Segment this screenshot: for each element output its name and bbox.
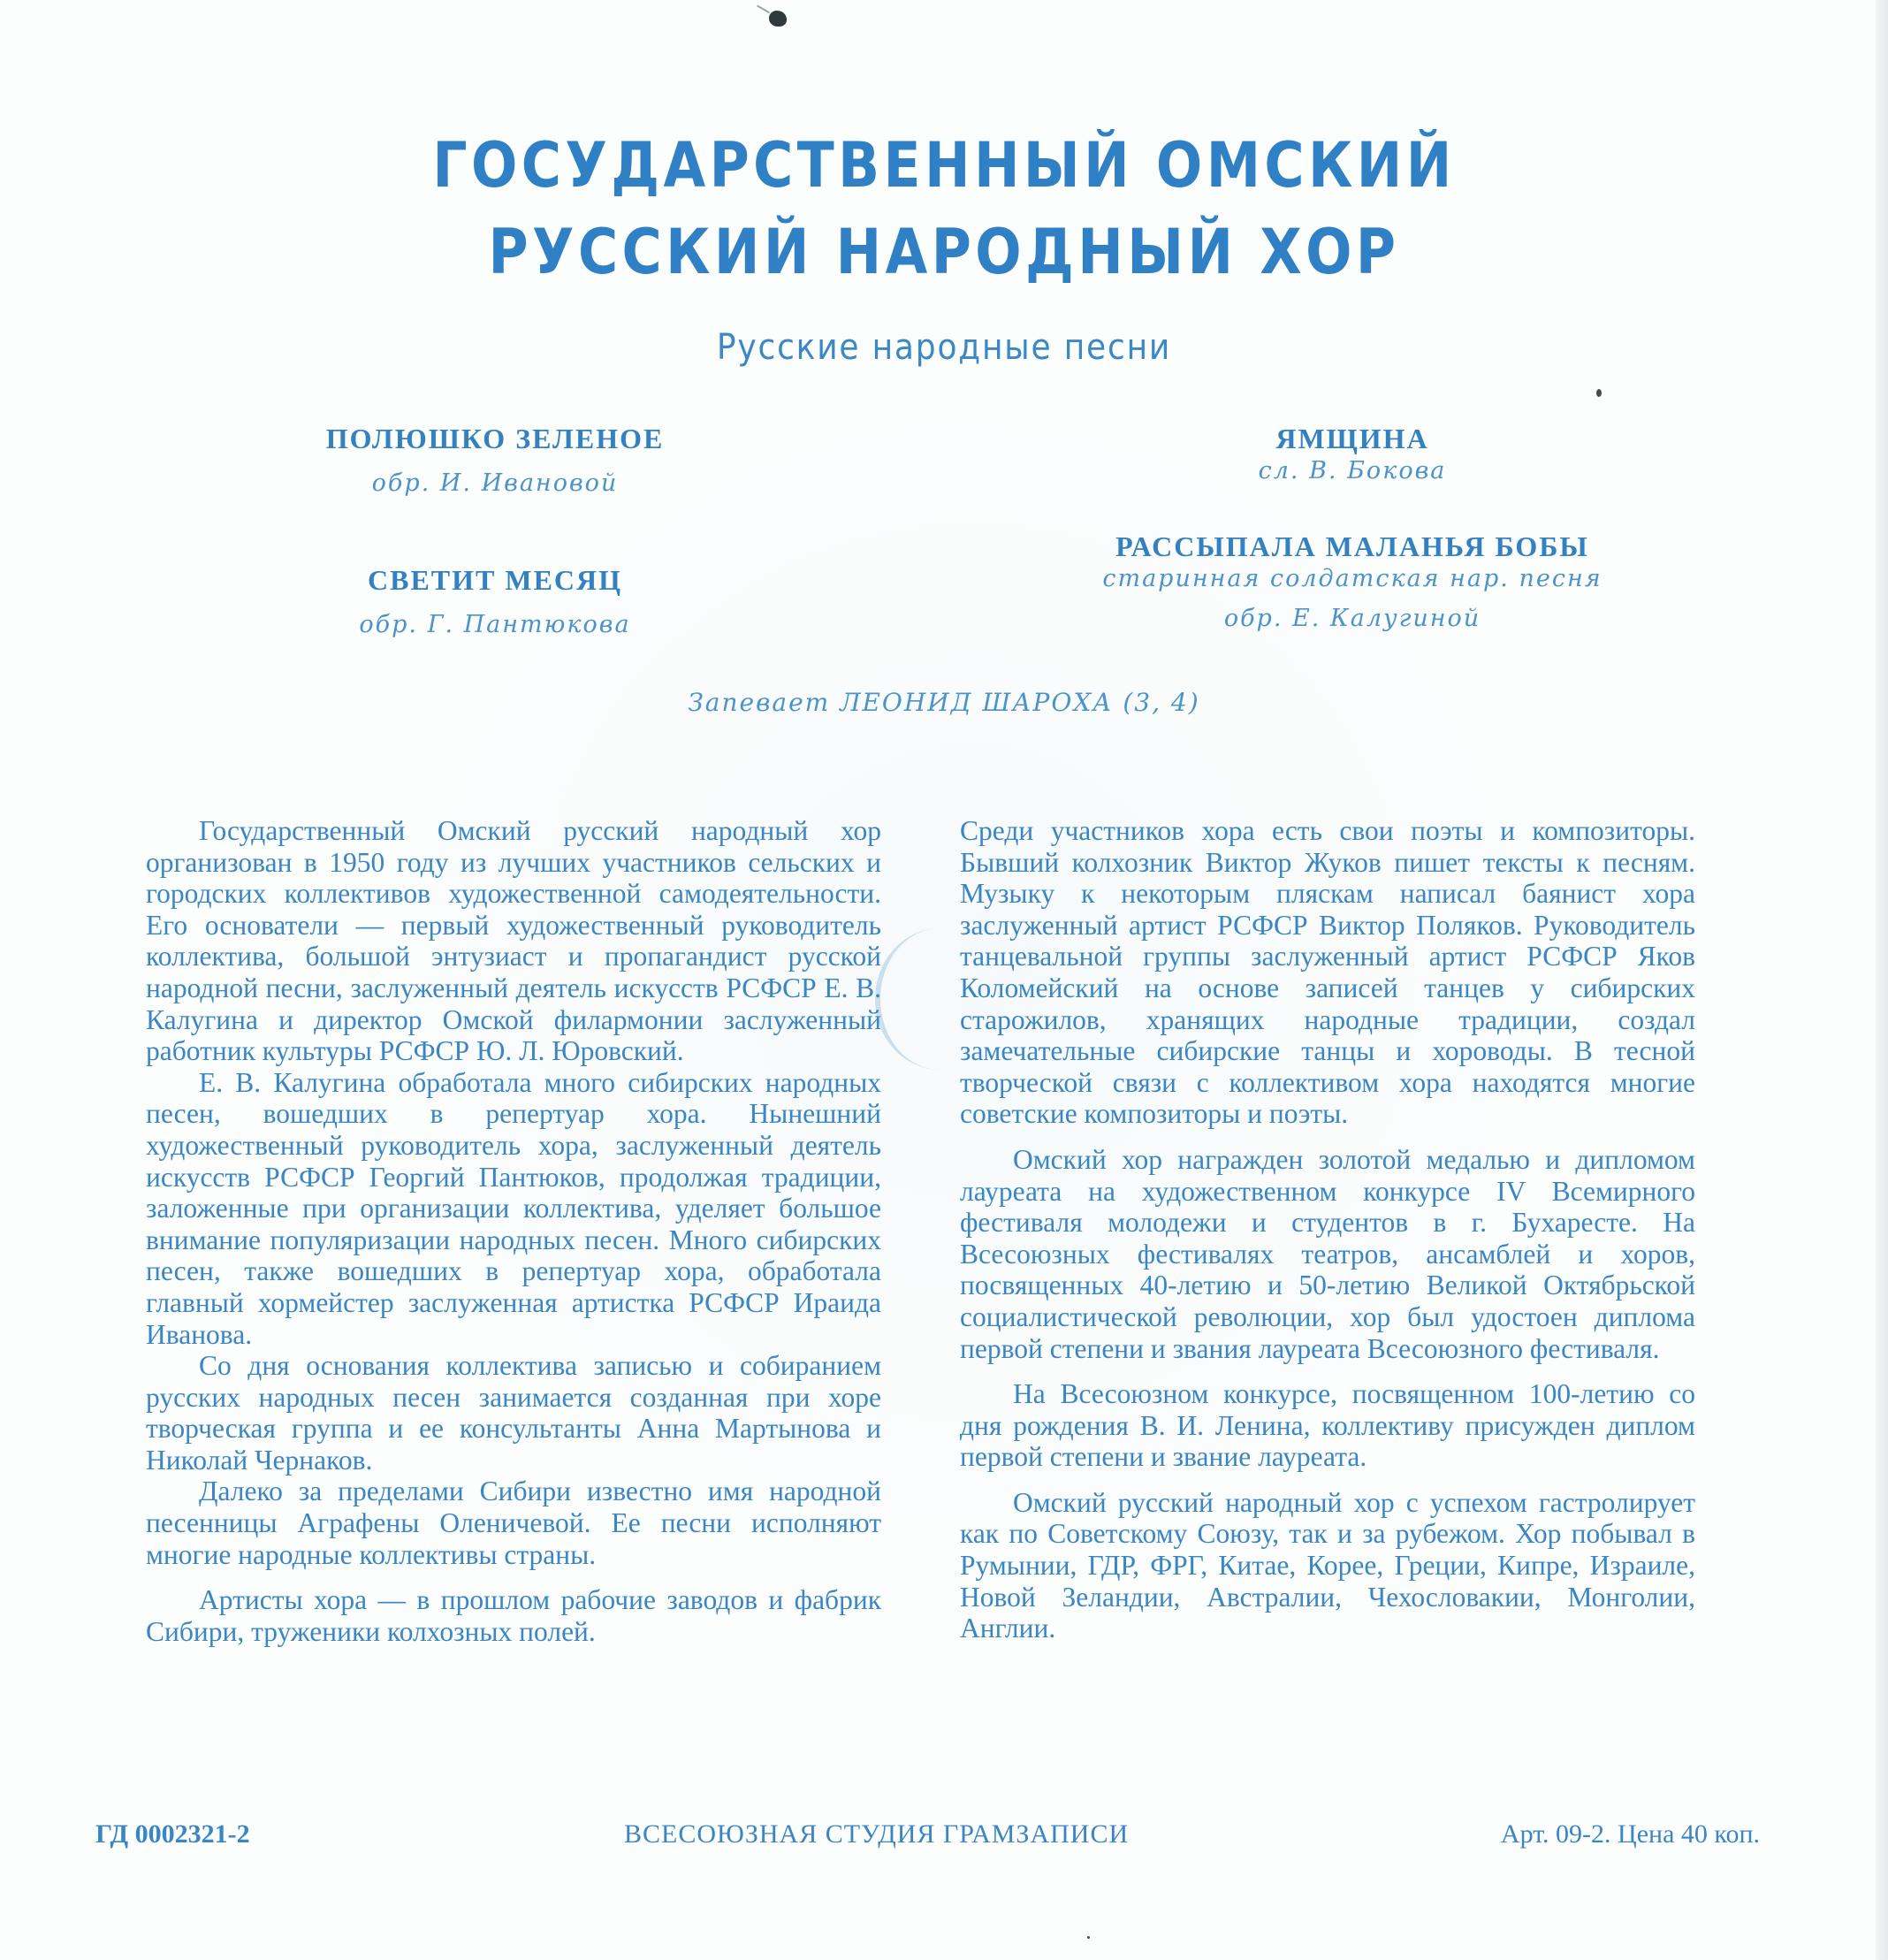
song-1 — [247, 423, 742, 497]
page-title — [113, 122, 1775, 295]
price: Арт. 09-2. Цена 40 коп. — [1500, 1819, 1760, 1849]
song-4 — [1087, 530, 1618, 632]
paragraph: Со дня основания коллектива записью и собиранием русских народных песен занимается созданная при хоре творческая группа и ее консультанты Анна Мартынова и Николай Чернаков. — [146, 1350, 881, 1476]
song-2 — [247, 564, 742, 638]
paragraph: Государственный Омский русский народный хор организован в 1950 году из лучших участников сельских и городских коллективов художественной самодеятельности. Его основатели — первый художественный руководитель коллектива, большой энтузиаст и пропагандист русской народной песни, заслуженный деятель искусств РСФСР Е. В. Калугина и директор Омской филармонии заслуженный работник культуры РСФСР Ю. Л. Юровский. — [146, 815, 881, 1067]
song-credit: сл. В. Бокова — [1258, 457, 1447, 484]
dust-speck — [1087, 1936, 1090, 1939]
title-line-2: РУССКИЙ НАРОДНЫЙ ХОР — [488, 216, 1400, 288]
song-3 — [1087, 423, 1618, 484]
paragraph: Омский русский народный хор с успехом гастролирует как по Советскому Союзу, так и за рубежом. Хор побывал в Румынии, ГДР, ФРГ, Китае, Корее, Греции, Кипре, Израиле, Новой Зеландии, Австралии, Чехословакии, Монголии, Англии. — [960, 1486, 1695, 1644]
catalog-number: ГД 0002321-2 — [95, 1819, 250, 1849]
paragraph: Артисты хора — в прошлом рабочие заводов и фабрик Сибири, труженики колхозных полей. — [146, 1584, 881, 1647]
song-credit: обр. И. Ивановой — [371, 469, 619, 497]
song-title: СВЕТИТ МЕСЯЦ — [367, 564, 623, 596]
song-title: ЯМЩИНА — [1275, 423, 1429, 454]
dust-speck — [1596, 389, 1602, 397]
song-title: ПОЛЮШКО ЗЕЛЕНОЕ — [325, 423, 665, 454]
paragraph: Омский хор награжден золотой медалью и дипломом лауреата на художественном конкурсе IV Всемирного фестиваля молодежи и студентов в г. Бухаресте. На Всесоюзных фестивалях театров, ансамблей и хоров, посвященных 40-летию и 50-летию Великой Октябрьской социалистической революции, хор был удостоен диплома первой степени и звания лауреата Всесоюзного фестиваля. — [960, 1143, 1695, 1364]
paragraph: Е. В. Калугина обработала много сибирских народных песен, вошедших в репертуар хора. Нынешний художественный руководитель хора, заслуженный деятель искусств РСФСР Георгий Пантюков, продолжая традиции, заложенные при организации коллектива, уделяет большое внимание популяризации народных песен. Много сибирских песен, также вошедших в репертуар хора, обработала главный хормейстер заслуженная артистка РСФСР Ираида Иванова. — [146, 1066, 881, 1350]
paper-edge — [1876, 0, 1888, 1960]
song-credit: обр. Е. Калугиной — [1223, 605, 1481, 632]
subtitle: Русские народные песни — [716, 327, 1172, 368]
liner-notes-right-column — [960, 815, 1695, 1644]
ink-blot — [769, 11, 787, 27]
paragraph: Далеко за пределами Сибири известно имя народной песенницы Аграфены Оленичевой. Ее песни исполняют многие народные коллективы страны. — [146, 1476, 881, 1570]
liner-notes-left-column — [146, 815, 881, 1647]
paragraph: Среди участников хора есть свои поэты и композиторы. Бывший колхозник Виктор Жуков пишет тексты к песням. Музыку к некоторым пляскам написал баянист хора заслуженный артист РСФСР Виктор Поляков. Руководитель танцевальной группы заслуженный артист РСФСР Яков Коломейский на основе записей танцев у сибирских старожилов, хранящих народные традиции, создал замечательные сибирские танцы и хороводы. В тесной творческой связи с коллективом хора находятся многие советские композиторы и поэты. — [960, 815, 1695, 1130]
publisher: ВСЕСОЮЗНАЯ СТУДИЯ ГРАМЗАПИСИ — [624, 1819, 1130, 1849]
song-credit: обр. Г. Пантюкова — [359, 611, 631, 638]
title-line-1: ГОСУДАРСТВЕННЫЙ ОМСКИЙ — [432, 129, 1456, 202]
paragraph: На Всесоюзном конкурсе, посвященном 100-летию со дня рождения В. И. Ленина, коллективу присужден диплом первой степени и звание лауреата. — [960, 1378, 1695, 1473]
song-title: РАССЫПАЛА МАЛАНЬЯ БОБЫ — [1115, 530, 1589, 562]
song-credit: старинная солдатская нар. песня — [1102, 565, 1603, 592]
soloist-credit: Запевает ЛЕОНИД ШАРОХА (3, 4) — [688, 688, 1200, 717]
